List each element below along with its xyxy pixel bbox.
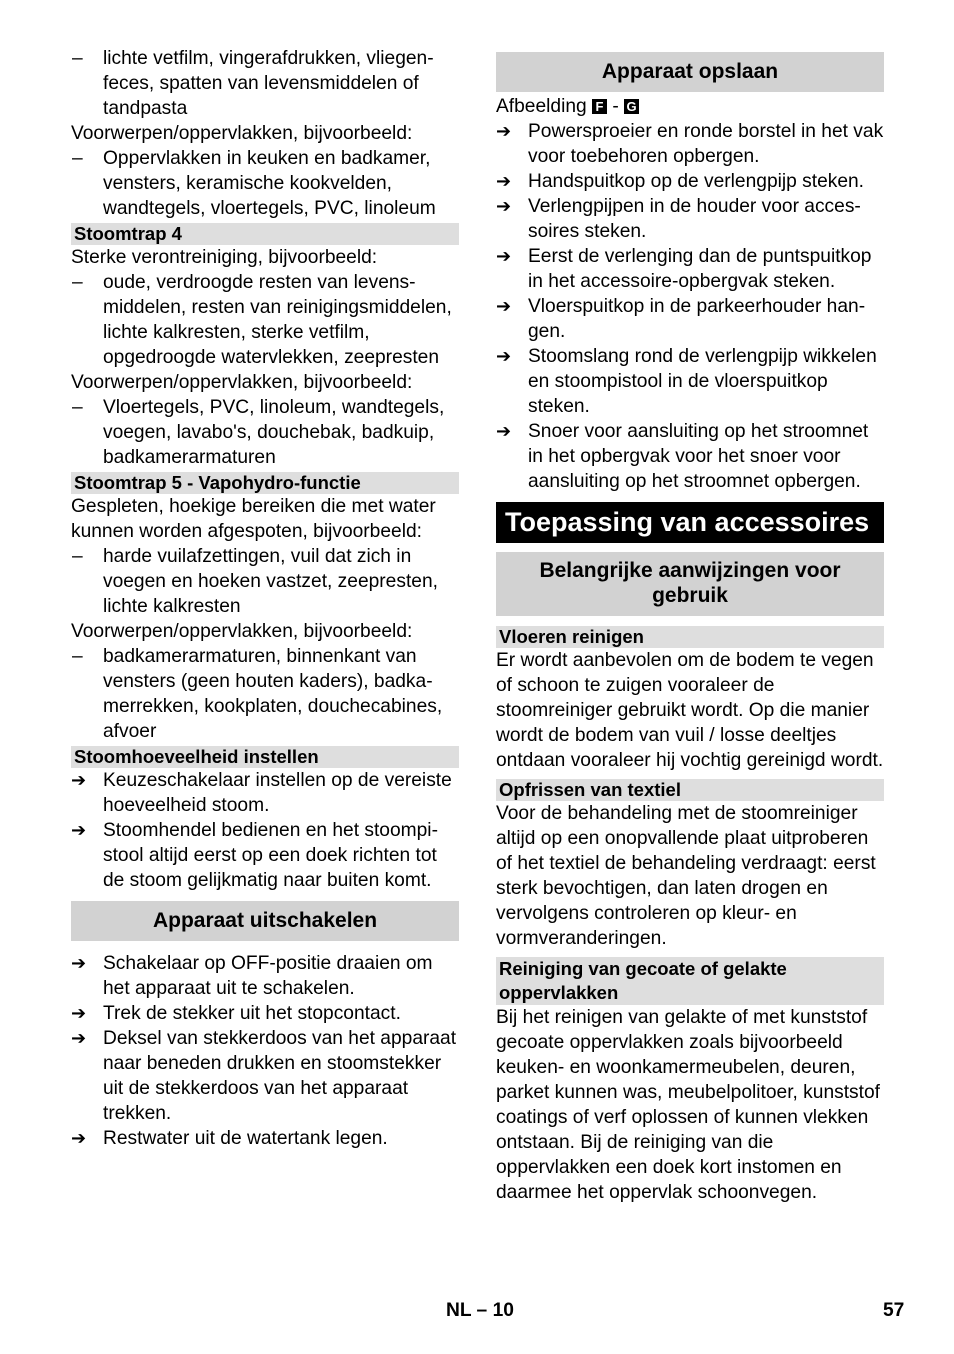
subheading-gecoate-oppervlakken: Reiniging van gecoate of gelakte oppervlakken — [496, 957, 884, 1005]
list-item-text: oude, verdroogde resten van levensmiddelen, resten van reinigingsmiddelen, lichte kalkresten, sterke vetfilm, opgedroogde watervlekken, zeepresten — [103, 272, 452, 368]
step-text: Deksel van stekkerdoos van het apparaat naar beneden drukken en stoomstekker uit de stekkerdoos van het apparaat trekken. — [103, 1028, 457, 1124]
arrow-icon: ➔ — [71, 1003, 87, 1023]
instruction-step — [71, 1001, 459, 1026]
dash-bullet: – — [72, 48, 83, 69]
instruction-step — [496, 344, 884, 419]
arrow-icon: ➔ — [496, 246, 512, 266]
arrow-icon: ➔ — [71, 953, 87, 973]
instruction-step — [496, 194, 884, 244]
arrow-icon: ➔ — [71, 820, 87, 840]
step-text: Stoomhendel bedienen en het stoompistool altijd eerst op een doek richten tot de stoom gelijkmatig naar buiten komt. — [103, 820, 438, 891]
arrow-icon: ➔ — [496, 171, 512, 191]
subheading-opfrissen-textiel: Opfrissen van textiel — [496, 779, 884, 801]
step-text: Powersproeier en ronde borstel in het vak voor toebehoren opbergen. — [528, 121, 884, 167]
arrow-icon: ➔ — [496, 296, 512, 316]
instruction-step — [496, 169, 884, 194]
chapter-heading: Toepassing van accessoires — [496, 502, 884, 543]
paragraph: Er wordt aanbevolen om de bodem te vegen of schoon te zuigen vooraleer de stoomreiniger gebruikt wordt. Op die manier wordt de bodem van vuil / losse deeltjes ontdaan vooraleer hij vochtig gereinigd wordt. — [496, 650, 884, 771]
instruction-step — [496, 419, 884, 494]
section-heading-aanwijzingen: Belangrijke aanwijzingen voor gebruik — [496, 552, 884, 616]
step-text: Stoomslang rond de verlengpijp wikkelen en stoompistool in de vloerspuitkop steken. — [528, 346, 877, 417]
step-text: Restwater uit de watertank legen. — [103, 1128, 388, 1149]
arrow-icon: ➔ — [496, 196, 512, 216]
arrow-icon: ➔ — [496, 346, 512, 366]
step-text: Keuzeschakelaar instellen op de vereiste hoeveelheid stoom. — [103, 770, 452, 816]
list-item-text: lichte vetfilm, vingerafdrukken, vliegenfeces, spatten van levensmiddelen of tandpasta — [103, 48, 434, 119]
step-text: Vloerspuitkop in de parkeerhouder hangen. — [528, 296, 866, 342]
figure-f-icon: F — [592, 99, 607, 114]
arrow-icon: ➔ — [496, 421, 512, 441]
instruction-step — [71, 818, 459, 893]
paragraph: Gespleten, hoekige bereiken die met water kunnen worden afgespoten, bijvoorbeeld: — [71, 496, 436, 542]
dash-bullet: – — [72, 646, 83, 667]
list-item-text: badkamerarmaturen, binnenkant van vensters (geen houten kaders), badkamerrekken, kookplaten, douchecabines, afvoer — [103, 646, 443, 742]
list-item — [71, 46, 459, 121]
figure-separator: - — [612, 96, 619, 117]
list-item — [71, 270, 459, 370]
instruction-step — [71, 1126, 459, 1151]
subheading-stoomtrap-4: Stoomtrap 4 — [71, 223, 459, 245]
arrow-icon: ➔ — [71, 1128, 87, 1148]
figure-label: Afbeelding — [496, 96, 587, 117]
instruction-step — [496, 294, 884, 344]
figure-g-icon: G — [624, 99, 639, 114]
paragraph: Voorwerpen/oppervlakken, bijvoorbeeld: — [71, 123, 413, 144]
dash-bullet: – — [72, 397, 83, 418]
step-text: Eerst de verlenging dan de puntspuitkop in het accessoire-opbergvak steken. — [528, 246, 872, 292]
arrow-icon: ➔ — [496, 121, 512, 141]
paragraph: Voor de behandeling met de stoomreiniger altijd op een onopvallende plaat uitproberen of het textiel de behandeling verdraagt: eerst sterk bevochtigen, dan laten drogen en vervolgens controleren op kleur- en vormveranderingen. — [496, 803, 876, 949]
arrow-icon: ➔ — [71, 770, 87, 790]
step-text: Handspuitkop op de verlengpijp steken. — [528, 171, 865, 192]
paragraph: Sterke verontreiniging, bijvoorbeeld: — [71, 247, 378, 268]
subheading-vloeren-reinigen: Vloeren reinigen — [496, 626, 884, 648]
subheading-stoomhoeveelheid: Stoomhoeveelheid instellen — [71, 746, 459, 768]
list-item-text: Oppervlakken in keuken en badkamer, vensters, keramische kookvelden, wandtegels, vloertegels, PVC, linoleum — [103, 148, 436, 219]
page-number: 57 — [883, 1300, 905, 1321]
right-column — [496, 46, 884, 1205]
step-text: Trek de stekker uit het stopcontact. — [103, 1003, 401, 1024]
step-text: Verlengpijpen in de houder voor accessoires steken. — [528, 196, 861, 242]
figure-reference — [496, 94, 884, 119]
arrow-icon: ➔ — [71, 1028, 87, 1048]
list-item — [71, 146, 459, 221]
list-item-text: Vloertegels, PVC, linoleum, wandtegels, voegen, lavabo's, douchebak, badkuip, badkamerarmaturen — [103, 397, 445, 468]
dash-bullet: – — [72, 272, 83, 293]
instruction-step — [496, 244, 884, 294]
instruction-step — [71, 951, 459, 1001]
paragraph: Bij het reinigen van gelakte of met kunststof gecoate oppervlakken zoals bijvoorbeeld keuken- en woonkamermeubelen, deuren, parket kunnen was, meubelpolitoer, kunststof coatings of verf oplossen of kunnen vlekken ontstaan. Bij de reiniging van die oppervlakken een doek kort instomen en daarmee het oppervlak schoonvegen. — [496, 1007, 880, 1203]
subheading-stoomtrap-5: Stoomtrap 5 - Vapohydro-functie — [71, 472, 459, 494]
list-item-text: harde vuilafzettingen, vuil dat zich in voegen en hoeken vastzet, zeepresten, lichte kalkresten — [103, 546, 438, 617]
section-heading-apparaat-uitschakelen: Apparaat uitschakelen — [71, 901, 459, 941]
section-heading-apparaat-opslaan: Apparaat opslaan — [496, 52, 884, 92]
list-item — [71, 644, 459, 744]
step-text: Snoer voor aansluiting op het stroomnet in het opbergvak voor het snoer voor aansluiting op het stroomnet opbergen. — [528, 421, 869, 492]
list-item — [71, 544, 459, 619]
instruction-step — [496, 119, 884, 169]
footer-section-number: NL – 10 — [446, 1300, 514, 1321]
instruction-step — [71, 768, 459, 818]
list-item — [71, 395, 459, 470]
left-column — [71, 46, 459, 1151]
paragraph: Voorwerpen/oppervlakken, bijvoorbeeld: — [71, 621, 413, 642]
paragraph: Voorwerpen/oppervlakken, bijvoorbeeld: — [71, 372, 413, 393]
step-text: Schakelaar op OFF-positie draaien om het apparaat uit te schakelen. — [103, 953, 433, 999]
dash-bullet: – — [72, 148, 83, 169]
instruction-step — [71, 1026, 459, 1126]
dash-bullet: – — [72, 546, 83, 567]
